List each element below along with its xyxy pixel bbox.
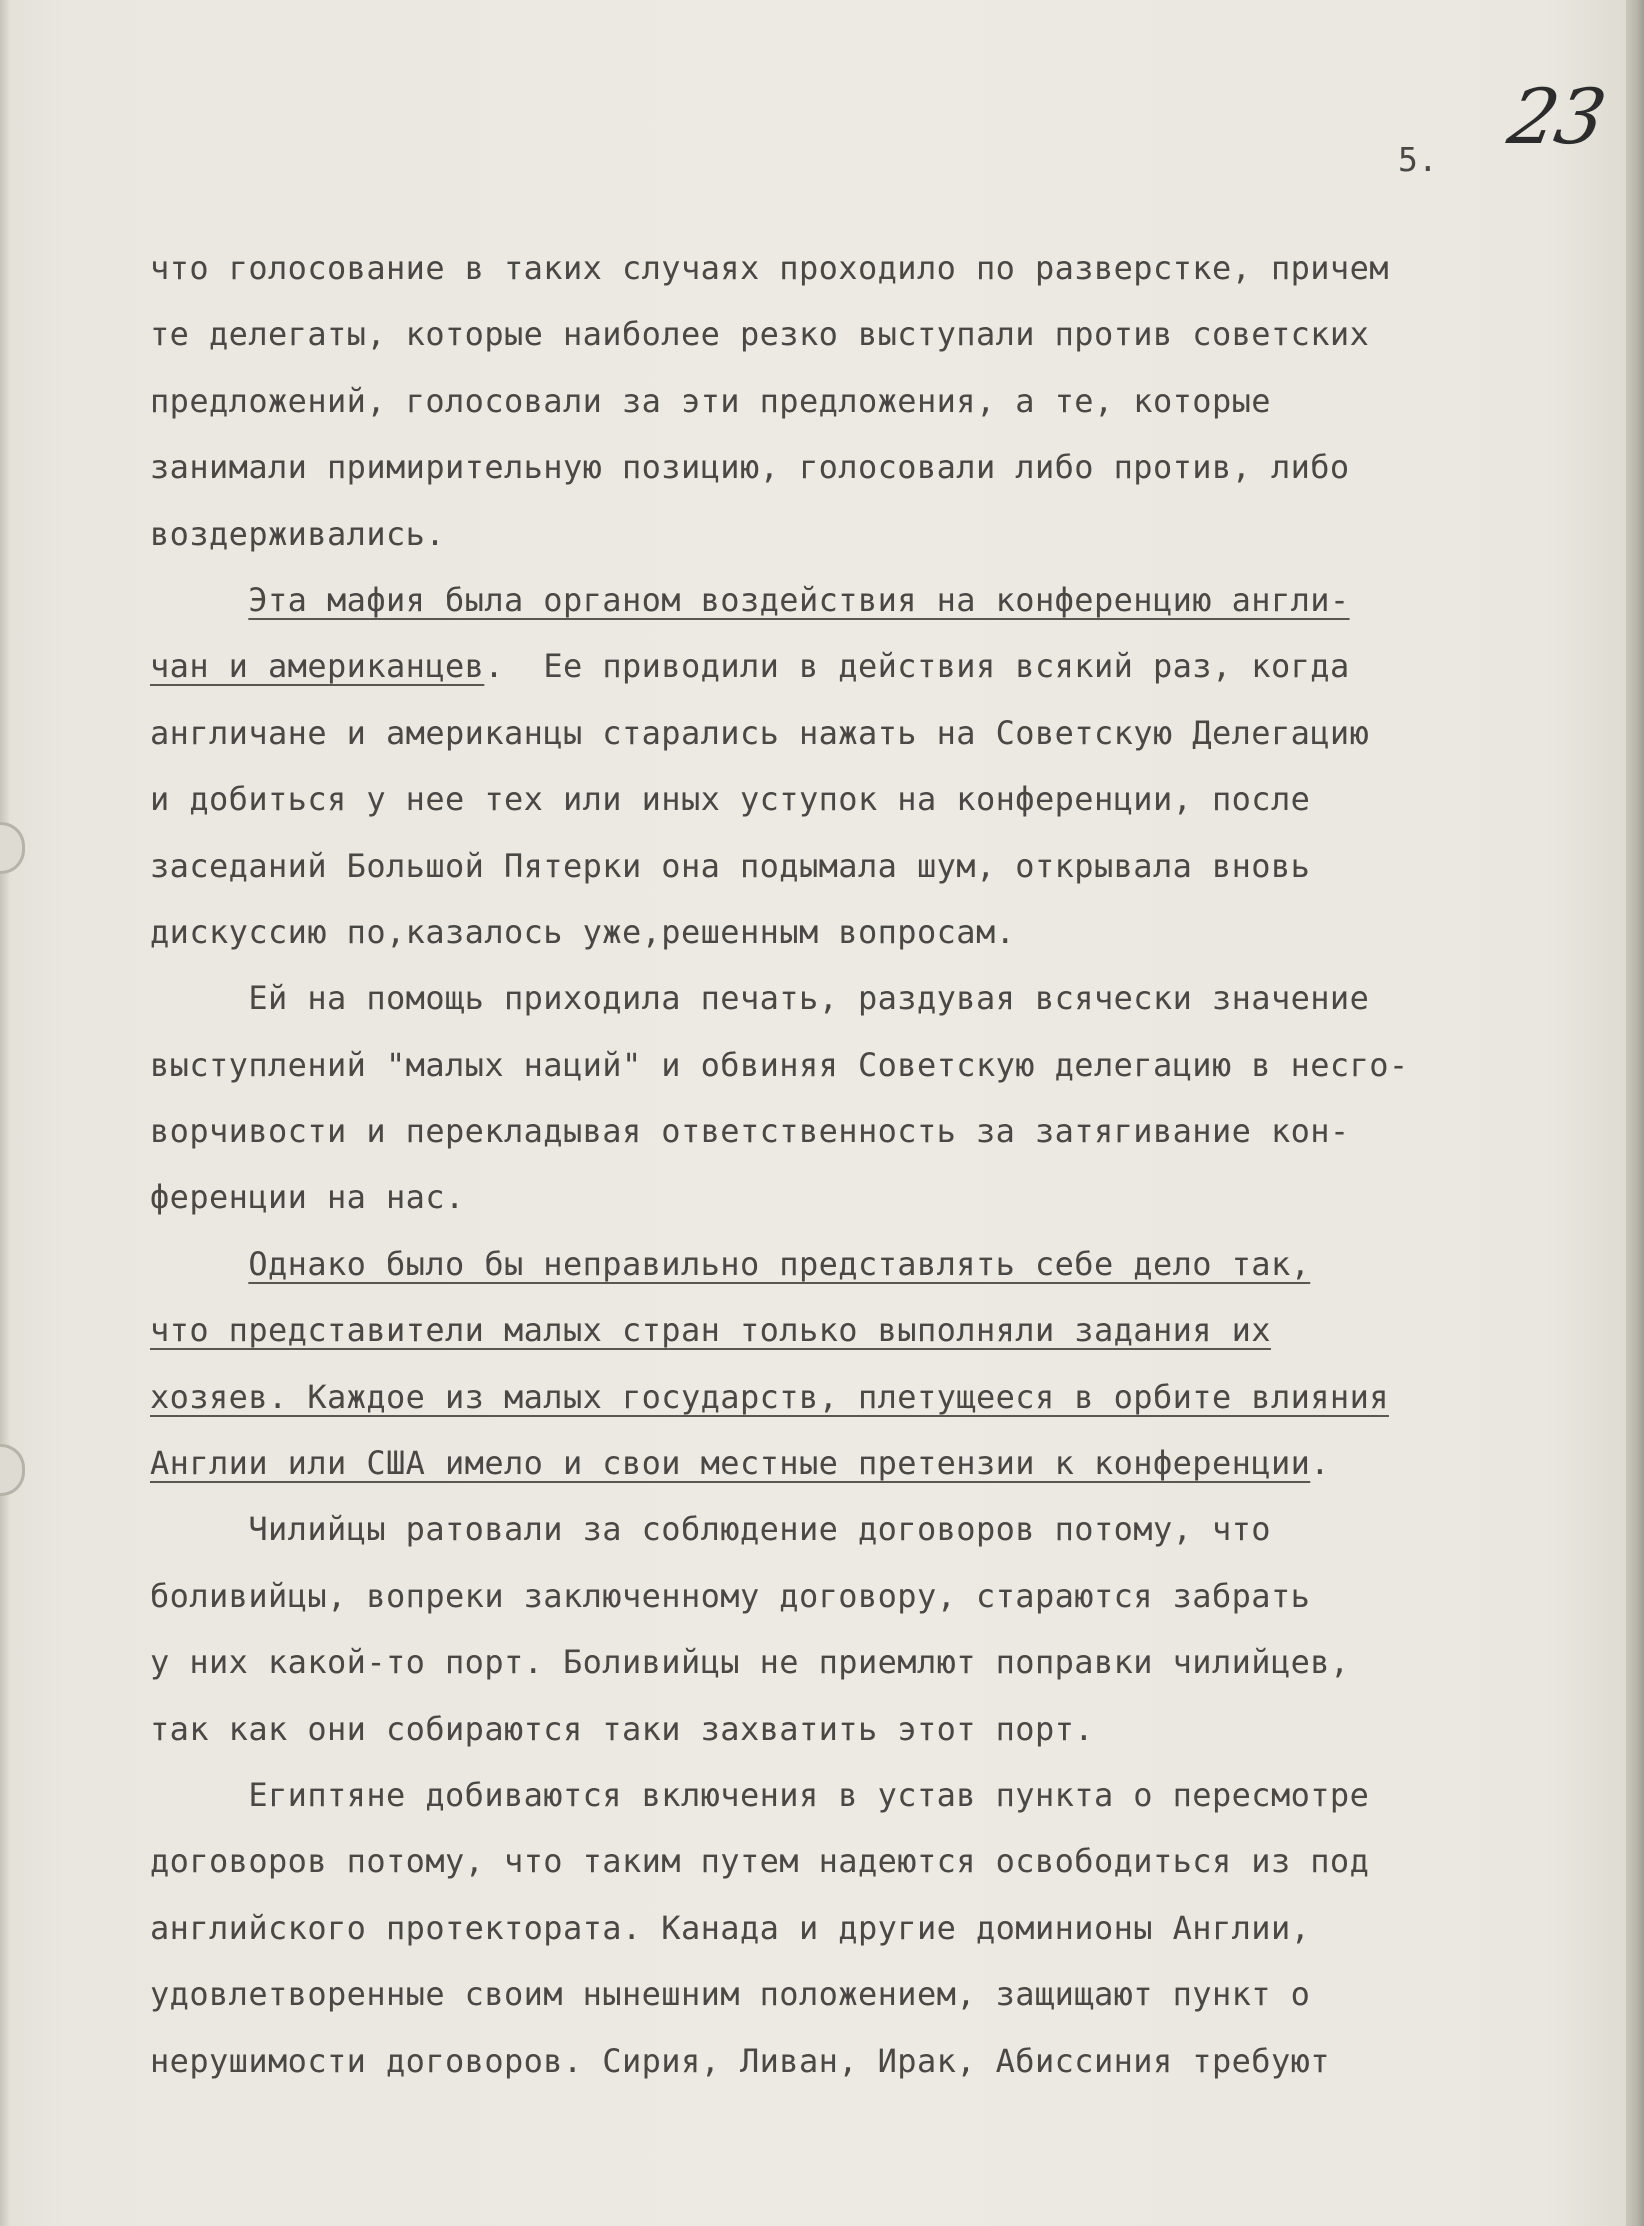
page-right-edge <box>1626 0 1644 2226</box>
text-segment: занимали примирительную позицию, голосовали либо против, либо <box>150 448 1350 487</box>
text-segment: нерушимости договоров. Сирия, Ливан, Ирак, Абиссиния требуют <box>150 2041 1330 2080</box>
text-segment: ворчивости и перекладывая ответственность за затягивание кон- <box>150 1112 1350 1151</box>
text-line <box>150 1961 1570 2027</box>
underlined-text-segment: Эта мафия была органом воздействия на конференцию англи- <box>248 580 1350 619</box>
text-line <box>150 235 1570 301</box>
text-line <box>150 1895 1570 1961</box>
text-line <box>150 1164 1570 1230</box>
underlined-text-segment: хозяев. Каждое из малых государств, плетущееся в орбите влияния <box>150 1377 1389 1416</box>
text-segment: выступлений "малых наций" и обвиняя Советскую делегацию в несго- <box>150 1045 1409 1084</box>
text-segment: удовлетворенные своим нынешним положением, защищают пункт о <box>150 1975 1311 2014</box>
text-line <box>150 833 1570 899</box>
text-line <box>150 501 1570 567</box>
text-segment: . <box>1310 1444 1330 1483</box>
text-line <box>150 1496 1570 1562</box>
page-number: 5. <box>1398 140 1438 179</box>
text-segment: заседаний Большой Пятерки она подымала шум, открывала вновь <box>150 846 1311 885</box>
underlined-text-segment: чан и американцев <box>150 647 485 686</box>
text-segment: те делегаты, которые наиболее резко выступали против советских <box>150 315 1370 354</box>
text-segment: предложений, голосовали за эти предложения, а те, которые <box>150 381 1271 420</box>
text-line <box>150 1032 1570 1098</box>
text-line <box>150 1563 1570 1629</box>
text-segment: и добиться у нее тех или иных уступок на конференции, после <box>150 780 1311 819</box>
text-line <box>150 700 1570 766</box>
text-segment: Ей на помощь приходила печать, раздувая всячески значение <box>150 979 1370 1018</box>
binder-hole-lower <box>0 1444 25 1496</box>
typewritten-body-text <box>150 235 1570 2094</box>
text-line <box>150 368 1570 434</box>
text-segment: что голосование в таких случаях проходило по разверстке, причем <box>150 249 1389 287</box>
text-line <box>150 2028 1570 2094</box>
text-segment: Чилийцы ратовали за соблюдение договоров потому, что <box>150 1510 1271 1549</box>
underlined-text-segment: Англии или США имело и свои местные претензии к конференции <box>150 1444 1311 1483</box>
text-segment <box>150 581 248 619</box>
underlined-text-segment: Однако было бы неправильно представлять себе дело так, <box>248 1244 1311 1283</box>
text-line <box>150 1762 1570 1828</box>
text-line <box>150 1696 1570 1762</box>
text-segment: дискуссию по,казалось уже,решенным вопросам. <box>150 912 1016 951</box>
text-line <box>150 633 1570 699</box>
text-segment: боливийцы, вопреки заключенному договору, стараются забрать <box>150 1576 1311 1615</box>
text-segment: . Ее приводили в действия всякий раз, когда <box>484 647 1350 686</box>
text-line <box>150 1629 1570 1695</box>
text-line <box>150 1231 1570 1297</box>
text-line <box>150 567 1570 633</box>
text-line <box>150 1297 1570 1363</box>
text-segment: ференции на нас. <box>150 1178 465 1217</box>
page-left-edge <box>0 0 10 2226</box>
text-line <box>150 1828 1570 1894</box>
text-line <box>150 899 1570 965</box>
text-segment <box>150 1245 248 1283</box>
text-segment: договоров потому, что таким путем надеются освободиться из под <box>150 1842 1370 1881</box>
text-line <box>150 1364 1570 1430</box>
text-segment: английского протектората. Канада и другие доминионы Англии, <box>150 1908 1311 1947</box>
text-line <box>150 1430 1570 1496</box>
text-line <box>150 766 1570 832</box>
text-segment: Египтяне добиваются включения в устав пункта о пересмотре <box>150 1775 1370 1814</box>
text-line <box>150 1098 1570 1164</box>
archive-sheet-number: 23 <box>1502 72 1611 161</box>
underlined-text-segment: что представители малых стран только выполняли задания их <box>150 1311 1271 1350</box>
text-segment: воздерживались. <box>150 514 445 553</box>
binder-hole-upper <box>0 822 25 874</box>
text-line <box>150 301 1570 367</box>
text-line <box>150 434 1570 500</box>
text-line <box>150 965 1570 1031</box>
text-segment: у них какой-то порт. Боливийцы не приемлют поправки чилийцев, <box>150 1643 1350 1682</box>
text-segment: англичане и американцы старались нажать на Советскую Делегацию <box>150 713 1370 752</box>
text-segment: так как они собираются таки захватить этот порт. <box>150 1709 1094 1748</box>
